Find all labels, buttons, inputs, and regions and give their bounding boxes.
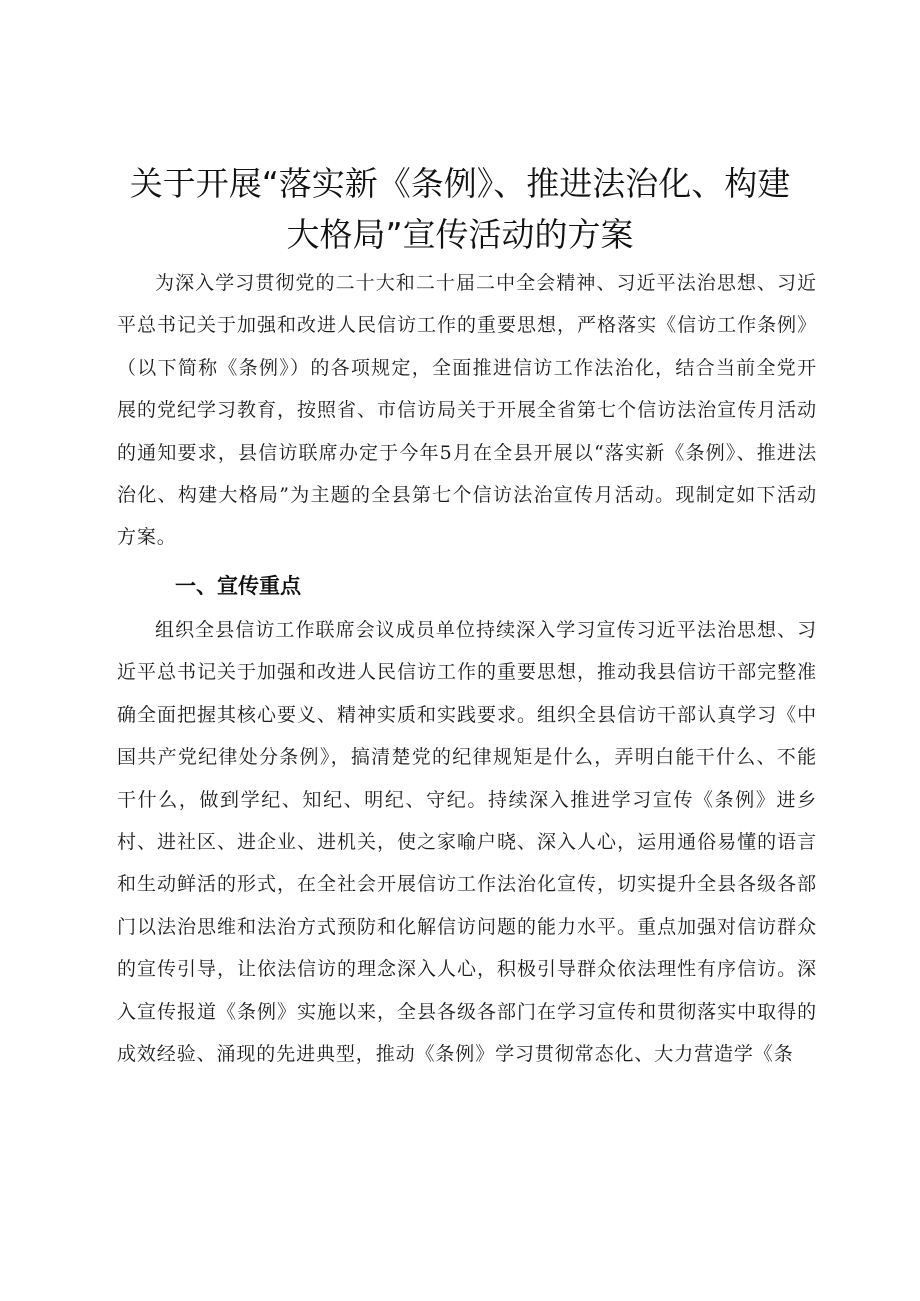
section-heading-1: 一、宣传重点 bbox=[175, 574, 301, 598]
title-line-1: 关于开展“落实新《条例》、推进法治化、构建 bbox=[129, 164, 791, 203]
section-1-paragraph: 组织全县信访工作联席会议成员单位持续深入学习宣传习近平法治思想、习近平总书记关于加强和改进人民信访工作的重要思想，推动我县信访干部完整准确全面把握其核心要义、精神实质和实践要求。组织全县信访干部认真学习《中国共产党纪律处分条例》，搞清楚党的纪律规矩是什么，弄明白能干什么、不能干什么，做到学纪、知纪、明纪、守纪。持续深入推进学习宣传《条例》进乡村、进社区、进企业、进机关，使之家喻户晓、深入人心，运用通俗易懂的语言和生动鲜活的形式，在全社会开展信访工作法治化宣传，切实提升全县各级各部门以法治思维和法治方式预防和化解信访问题的能力水平。重点加强对信访群众的宣传引导，让依法信访的理念深入人心，积极引导群众依法理性有序信访。深入宣传报道《条例》实施以来，全县各级各部门在学习宣传和贯彻落实中取得的成效经验、涌现的先进典型，推动《条例》学习贯彻常态化、大力营造学《条 bbox=[117, 619, 817, 1066]
intro-paragraph: 为深入学习贯彻党的二十大和二十届二中全会精神、习近平法治思想、习近平总书记关于加强和改进人民信访工作的重要思想，严格落实《信访工作条例》（以下简称《条例》）的各项规定，全面推进信访工作法治化，结合当前全党开展的党纪学习教育，按照省、市信访局关于开展全省第七个信访法治宣传月活动的通知要求，县信访联席办定于今年5月在全县开展以“落实新《条例》、推进法治化、构建大格局”为主题的全县第七个信访法治宣传月活动。现制定如下活动方案。 bbox=[117, 272, 817, 549]
title-line-2: 大格局”宣传活动的方案 bbox=[286, 215, 634, 254]
document-title bbox=[100, 158, 820, 260]
